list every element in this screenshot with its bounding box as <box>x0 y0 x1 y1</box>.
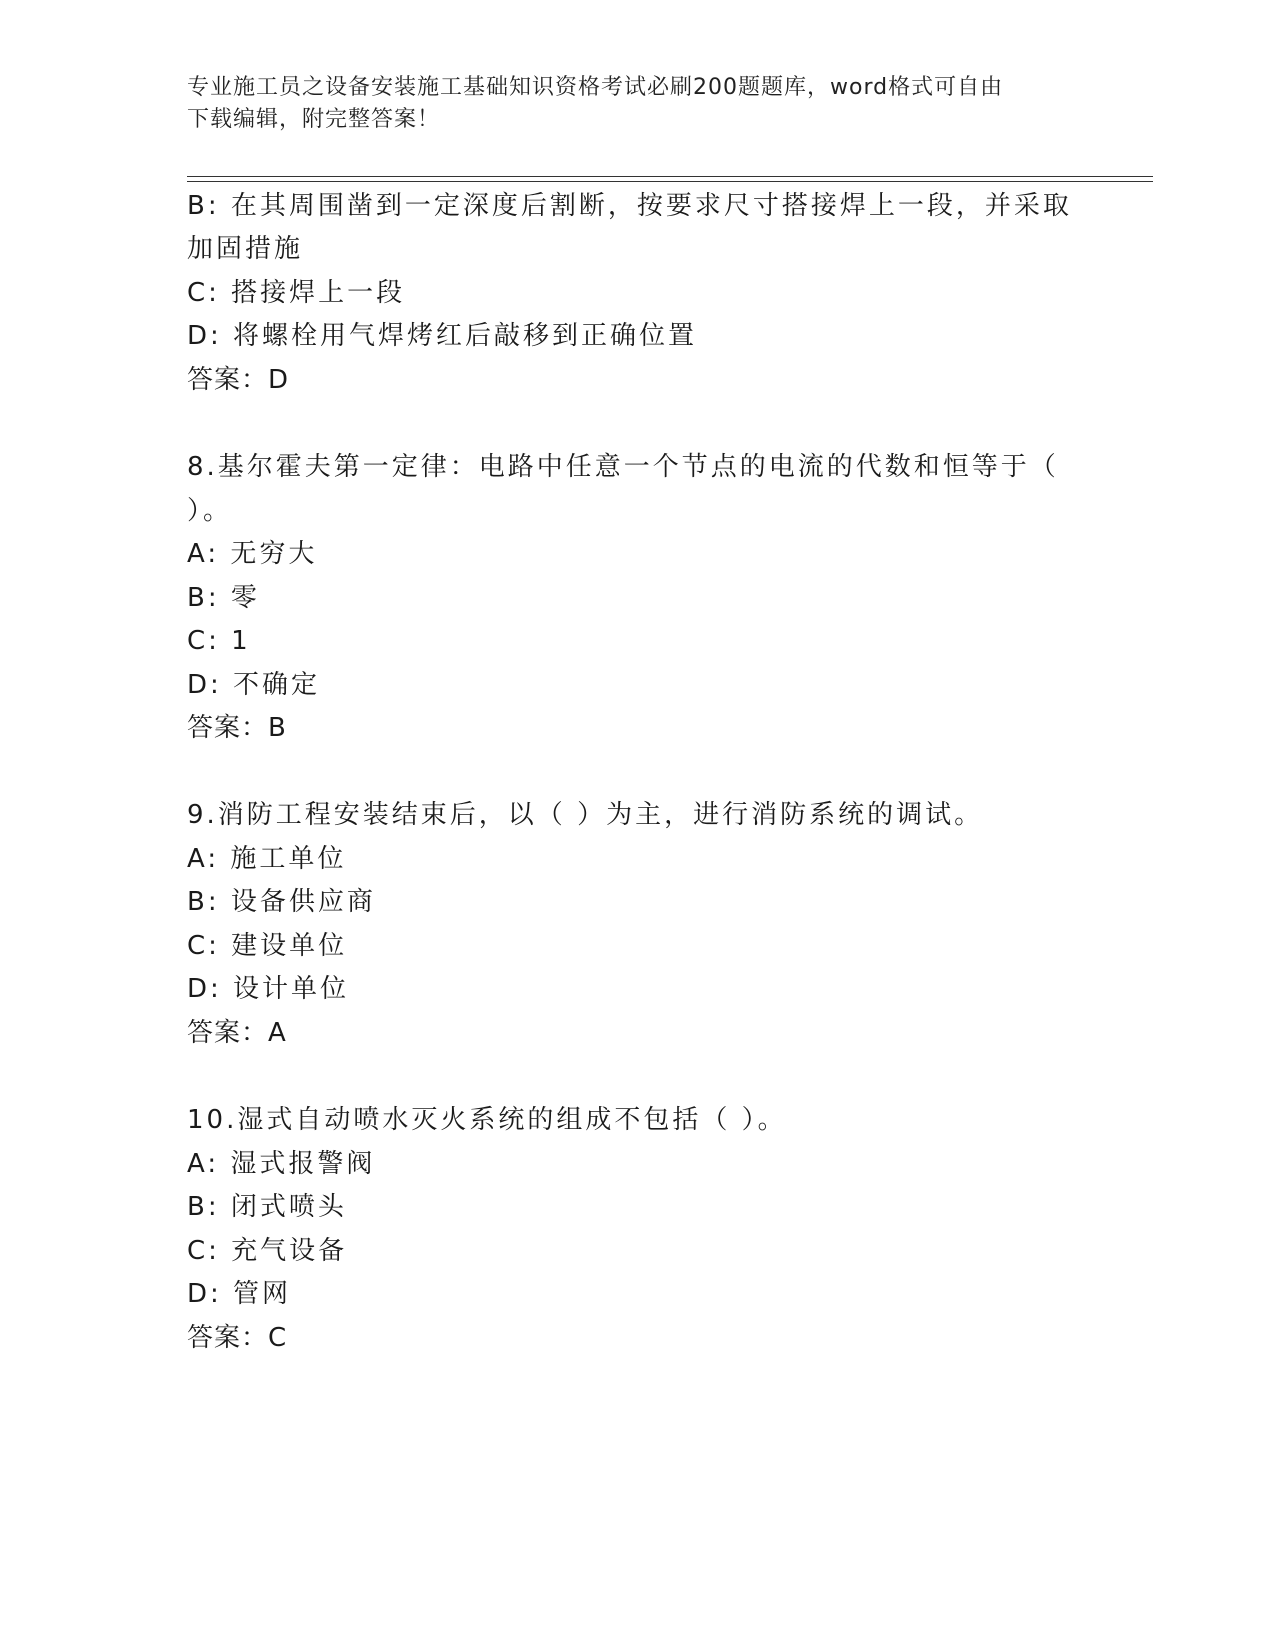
q9-option-a: A: 施工单位 <box>187 844 347 874</box>
q9-option-b: B: 设备供应商 <box>187 887 376 917</box>
q10-stem: 10.湿式自动喷水灭火系统的组成不包括（ ）。 <box>187 1105 787 1135</box>
q10-answer: 答案：C <box>187 1323 288 1353</box>
header-divider-bottom <box>187 181 1153 182</box>
q10-option-b: B: 闭式喷头 <box>187 1192 347 1222</box>
q10-option-a: A: 湿式报警阀 <box>187 1149 376 1179</box>
q7-answer: 答案：D <box>187 365 290 395</box>
q8-option-c: C: 1 <box>187 626 251 656</box>
q7-option-b-line1: B: 在其周围凿到一定深度后割断，按要求尺寸搭接焊上一段，并采取 <box>187 191 1072 221</box>
q9-option-d: D: 设计单位 <box>187 974 350 1004</box>
header-line-2: 下载编辑，附完整答案！ <box>187 107 441 132</box>
q8-option-d: D: 不确定 <box>187 670 321 700</box>
document-header <box>187 72 1087 136</box>
q9-answer: 答案：A <box>187 1018 287 1048</box>
q10-option-c: C: 充气设备 <box>187 1236 348 1266</box>
q8-stem-line1: 8.基尔霍夫第一定律：电路中任意一个节点的电流的代数和恒等于（ <box>187 452 1059 482</box>
q7-option-b-line2: 加固措施 <box>187 234 304 264</box>
q9-stem: 9.消防工程安装结束后，以（ ）为主，进行消防系统的调试。 <box>187 800 984 830</box>
q10-option-d: D: 管网 <box>187 1279 292 1309</box>
q7-option-d: D: 将螺栓用气焊烤红后敲移到正确位置 <box>187 321 698 351</box>
q7-option-c: C: 搭接焊上一段 <box>187 278 406 308</box>
q9-option-c: C: 建设单位 <box>187 931 348 961</box>
q8-option-a: A: 无穷大 <box>187 539 318 569</box>
q8-stem-line2: ）。 <box>187 496 233 526</box>
header-divider-top <box>187 176 1153 177</box>
q8-answer: 答案：B <box>187 713 287 743</box>
header-line-1: 专业施工员之设备安装施工基础知识资格考试必刷200题题库，word格式可自由 <box>187 75 1004 100</box>
q8-option-b: B: 零 <box>187 583 260 613</box>
